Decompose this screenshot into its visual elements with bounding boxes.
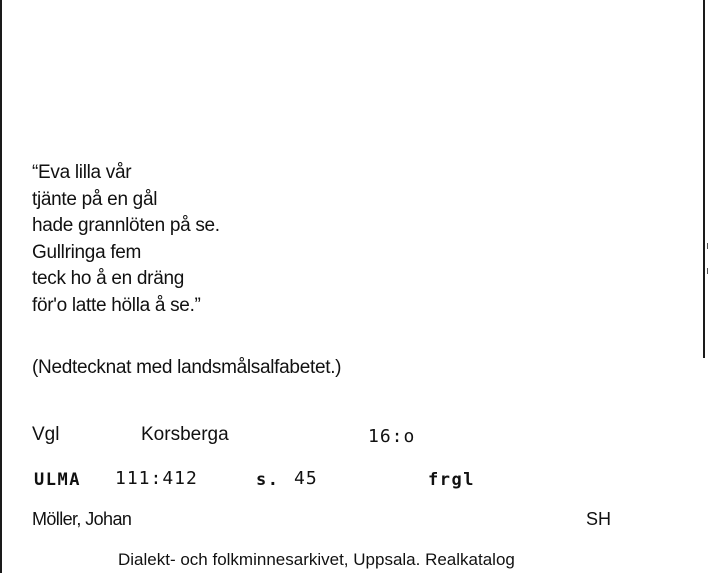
poem-line: teck ho å en dräng [32, 268, 184, 289]
poem-line: för'o latte hölla å se.” [32, 294, 201, 316]
poem-line: tjänte på en gål [32, 188, 158, 210]
scan-mark [707, 268, 708, 274]
collector-name: Möller, Johan [32, 509, 132, 529]
initials: SH [586, 509, 612, 529]
location-code: 16:o [368, 426, 416, 447]
poem-text [32, 160, 220, 319]
poem-line: “Eva lilla vår [32, 162, 132, 183]
category-code: frgl [428, 470, 475, 490]
archive-number: 111:412 [115, 468, 198, 489]
archive-footer: Dialekt- och folkminnesarkivet, Uppsala. Realkatalog [118, 550, 515, 569]
card-right-border [703, 0, 705, 358]
archive-name: ULMA [34, 470, 81, 490]
page-label: s. [256, 470, 280, 490]
region-code: Vgl [32, 424, 60, 445]
poem-line: hade grannlöten på se. [32, 215, 220, 236]
scan-mark [707, 243, 708, 249]
transcription-note: (Nedtecknat med landsmålsalfabetet.) [32, 357, 342, 378]
place-name: Korsberga [141, 424, 229, 445]
card-left-border [0, 0, 2, 573]
poem-line: Gullringa fem [32, 241, 142, 263]
page-number: 45 [294, 468, 318, 489]
